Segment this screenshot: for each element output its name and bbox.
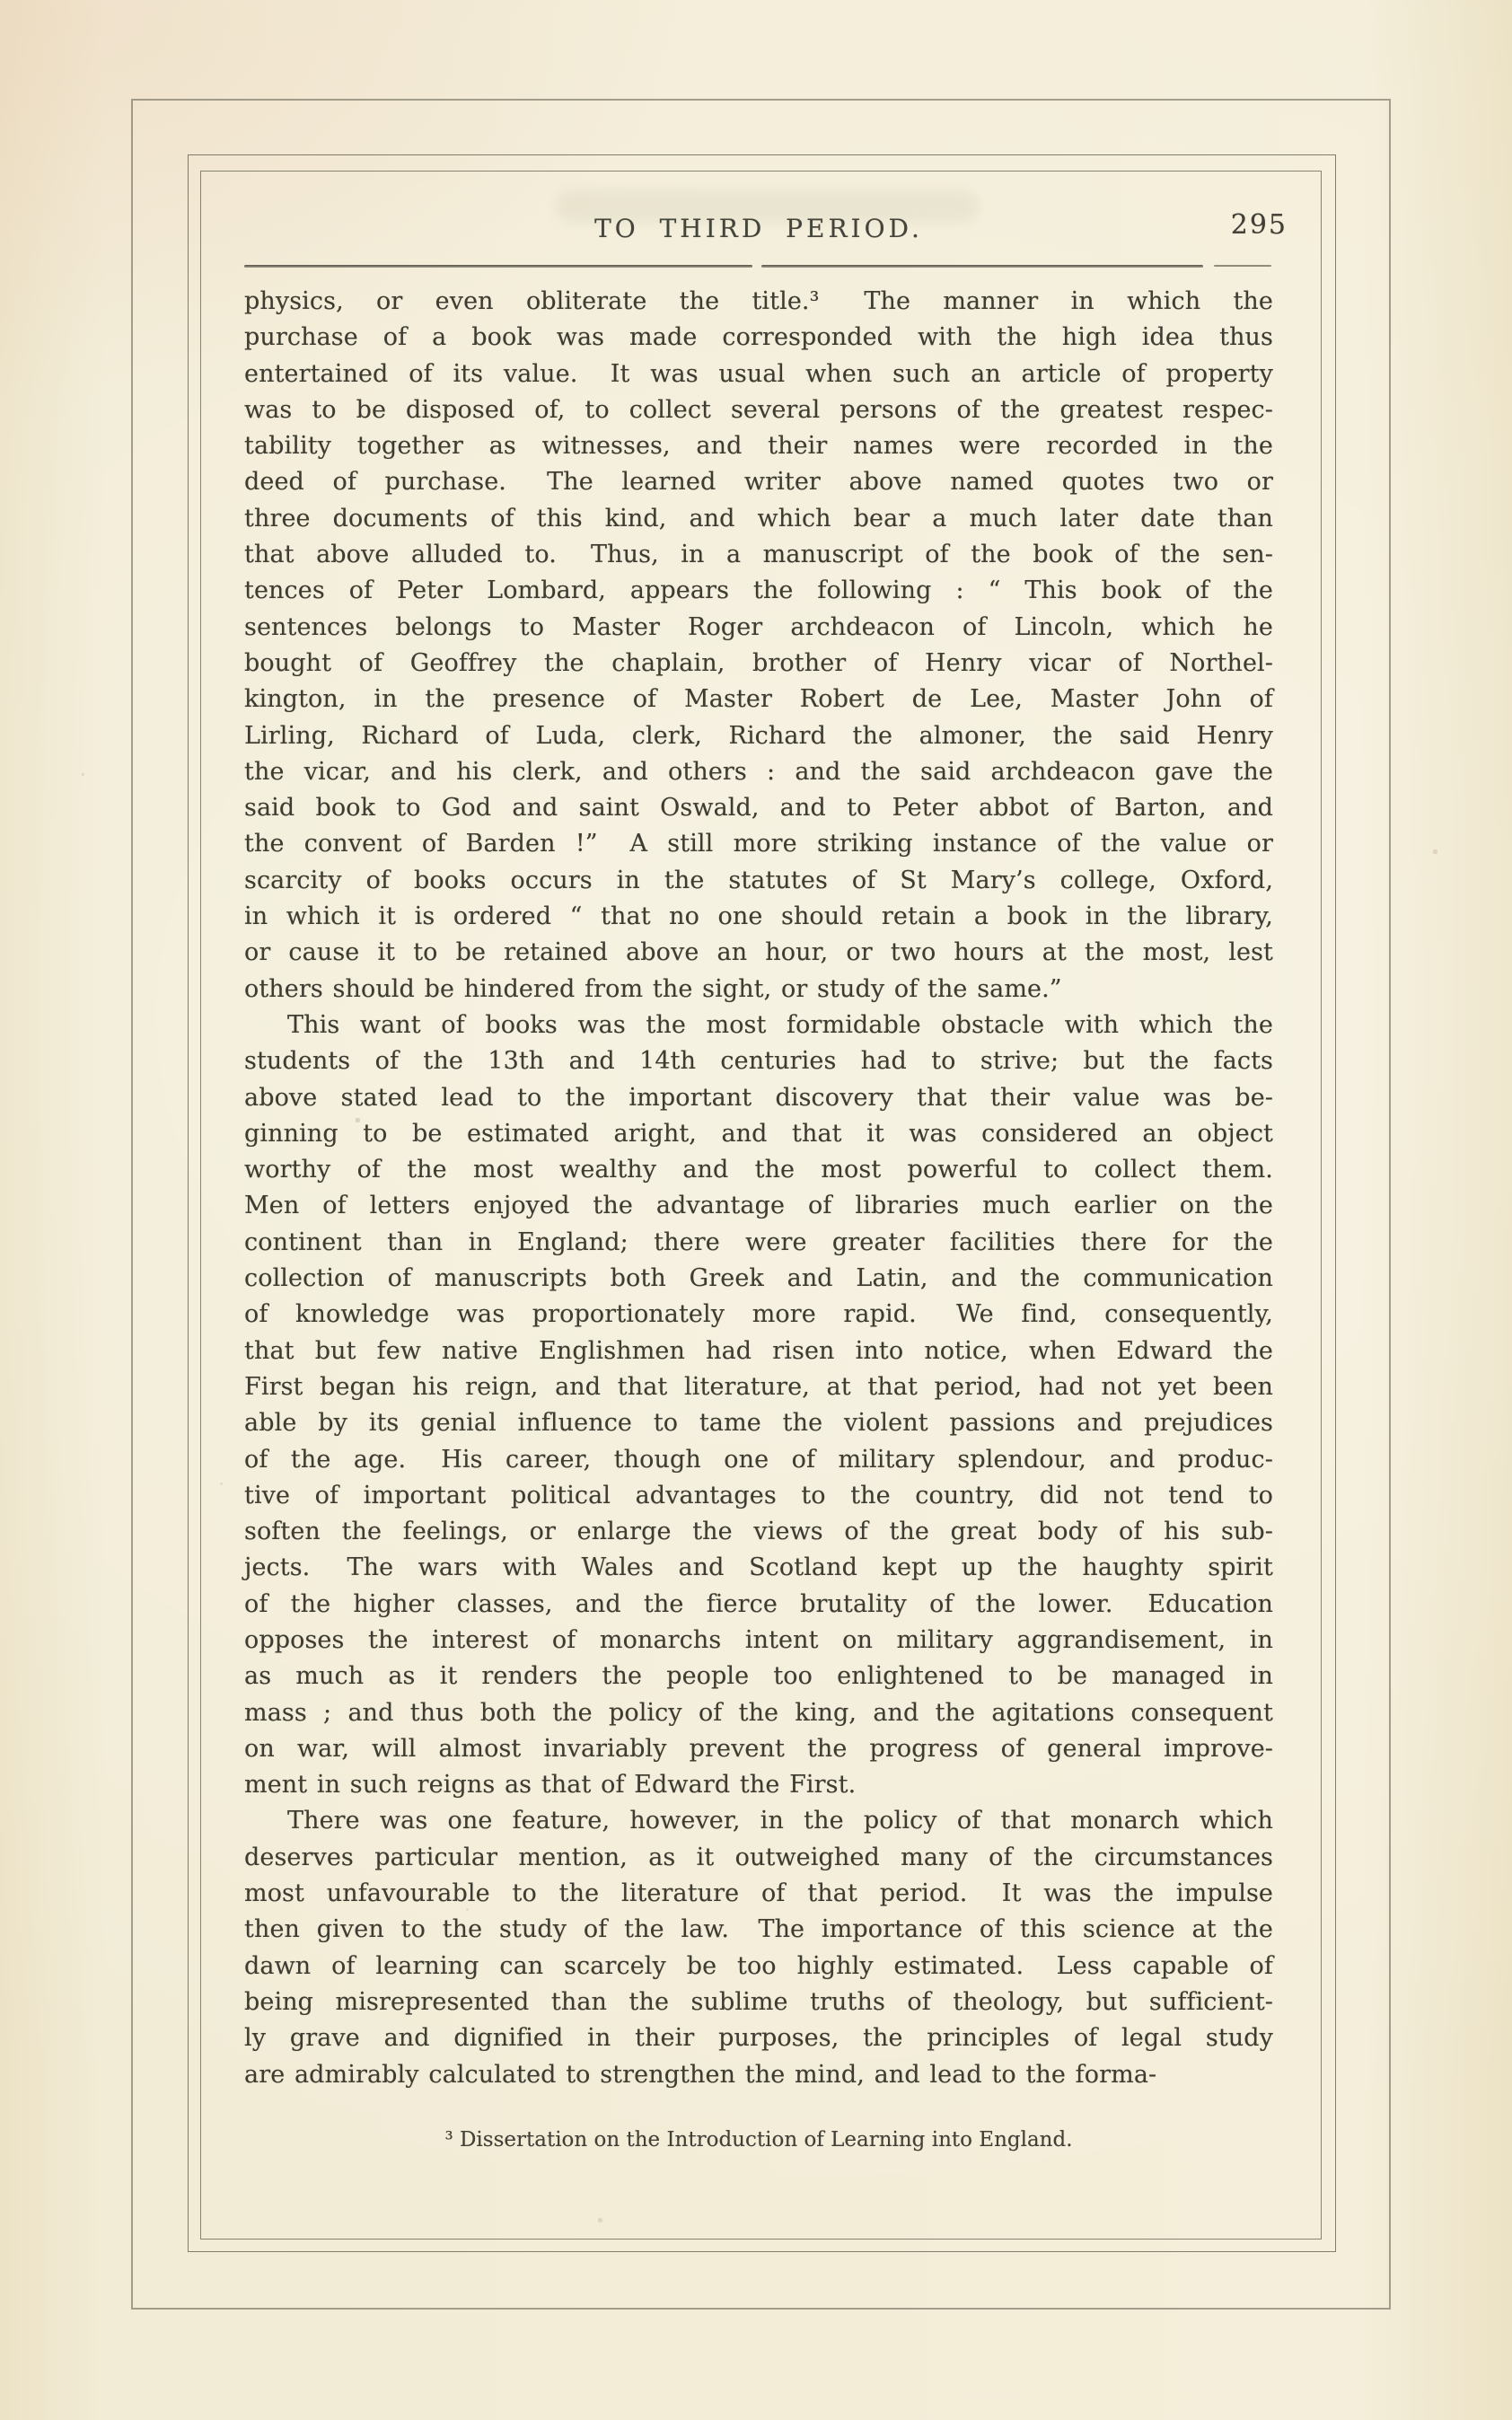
text-line: of the age. His career, though one of military splendour, and produc-	[244, 1445, 1273, 1474]
text-line: There was one feature, however, in the policy of that monarch which	[287, 1807, 1273, 1835]
text-line: said book to God and saint Oswald, and to Peter abbot of Barton, and	[244, 794, 1273, 823]
page-number: 295	[1230, 209, 1288, 241]
text-line: Lirling, Richard of Luda, clerk, Richard the almoner, the said Henry	[244, 721, 1273, 750]
text-line: most unfavourable to the literature of that period. It was the impulse	[244, 1879, 1273, 1908]
text-line: tability together as witnesses, and their names were recorded in the	[244, 432, 1273, 461]
header-rule-left-segment	[244, 265, 752, 268]
text-line: was to be disposed of, to collect several persons of the greatest respec-	[244, 395, 1273, 424]
text-line: of knowledge was proportionately more rapid. We find, consequently,	[244, 1300, 1273, 1329]
text-line: ment in such reigns as that of Edward the First.	[244, 1771, 857, 1800]
text-line: the convent of Barden !” A still more striking instance of the value or	[244, 830, 1273, 858]
header-rule-end-dash	[1214, 265, 1271, 267]
text-line: First began his reign, and that literature, at that period, had not yet been	[244, 1372, 1273, 1401]
running-head: TO THIRD PERIOD.	[594, 214, 923, 243]
footnote: ³ Dissertation on the Introduction of Learning into England.	[444, 2128, 1073, 2152]
header-rule-right-segment	[761, 265, 1203, 268]
text-line: sentences belongs to Master Roger archdeacon of Lincoln, which he	[244, 612, 1273, 641]
text-line: or cause it to be retained above an hour, or two hours at the most, lest	[244, 938, 1273, 967]
text-line: that above alluded to. Thus, in a manuscript of the book of the sen-	[244, 541, 1273, 569]
text-line: ginning to be estimated aright, and that it was considered an object	[244, 1119, 1273, 1148]
text-line: being misrepresented than the sublime truths of theology, but sufficient-	[244, 1987, 1273, 2016]
text-line: continent than in England; there were greater facilities there for the	[244, 1228, 1273, 1256]
text-line: three documents of this kind, and which bear a much later date than	[244, 504, 1273, 532]
text-line: that but few native Englishmen had risen into notice, when Edward the	[244, 1336, 1273, 1365]
text-line: soften the feelings, or enlarge the views of the great body of his sub-	[244, 1518, 1273, 1546]
text-line: able by its genial influence to tame the violent passions and prejudices	[244, 1409, 1273, 1438]
text-line: deed of purchase. The learned writer above named quotes two or	[244, 468, 1273, 497]
text-line: jects. The wars with Wales and Scotland kept up the haughty spirit	[244, 1553, 1273, 1582]
text-line: as much as it renders the people too enlightened to be managed in	[244, 1662, 1273, 1691]
text-line: others should be hindered from the sight, or study of the same.”	[244, 974, 1062, 1003]
text-line: worthy of the most wealthy and the most powerful to collect them.	[244, 1156, 1273, 1184]
text-line: above stated lead to the important discovery that their value was be-	[244, 1083, 1273, 1112]
text-line: This want of books was the most formidable obstacle with which the	[287, 1010, 1273, 1039]
text-line: tive of important political advantages to the country, did not tend to	[244, 1481, 1273, 1509]
text-line: opposes the interest of monarchs intent on military aggrandisement, in	[244, 1625, 1273, 1654]
text-line: dawn of learning can scarcely be too highly estimated. Less capable of	[244, 1951, 1273, 1980]
text-line: in which it is ordered “ that no one should retain a book in the library,	[244, 902, 1273, 931]
text-line: kington, in the presence of Master Robert de Lee, Master John of	[244, 685, 1273, 714]
text-line: on war, will almost invariably prevent the progress of general improve-	[244, 1734, 1273, 1763]
text-line: mass ; and thus both the policy of the king, and the agitations consequent	[244, 1698, 1273, 1727]
text-line: are admirably calculated to strengthen the mind, and lead to the forma-	[244, 2060, 1157, 2089]
text-line: tences of Peter Lombard, appears the following : “ This book of the	[244, 576, 1273, 605]
text-line: then given to the study of the law. The importance of this science at the	[244, 1915, 1273, 1944]
text-line: physics, or even obliterate the title.³ The manner in which the	[244, 287, 1273, 315]
text-line: bought of Geoffrey the chaplain, brother of Henry vicar of Northel-	[244, 648, 1273, 677]
text-line: of the higher classes, and the fierce brutality of the lower. Education	[244, 1589, 1273, 1618]
text-line: ly grave and dignified in their purposes, the principles of legal study	[244, 2024, 1273, 2053]
text-line: collection of manuscripts both Greek and Latin, and the communication	[244, 1264, 1273, 1293]
text-line: Men of letters enjoyed the advantage of libraries much earlier on the	[244, 1192, 1273, 1220]
text-line: purchase of a book was made corresponded with the high idea thus	[244, 323, 1273, 352]
body-text	[244, 284, 1273, 2093]
text-line: scarcity of books occurs in the statutes of St Mary’s college, Oxford,	[244, 866, 1273, 894]
text-line: deserves particular mention, as it outweighed many of the circumstances	[244, 1843, 1273, 1871]
text-line: the vicar, and his clerk, and others : and the said archdeacon gave the	[244, 757, 1273, 786]
text-line: entertained of its value. It was usual when such an article of property	[244, 359, 1273, 388]
paper-specks	[0, 0, 1, 1]
text-line: students of the 13th and 14th centuries had to strive; but the facts	[244, 1047, 1273, 1076]
